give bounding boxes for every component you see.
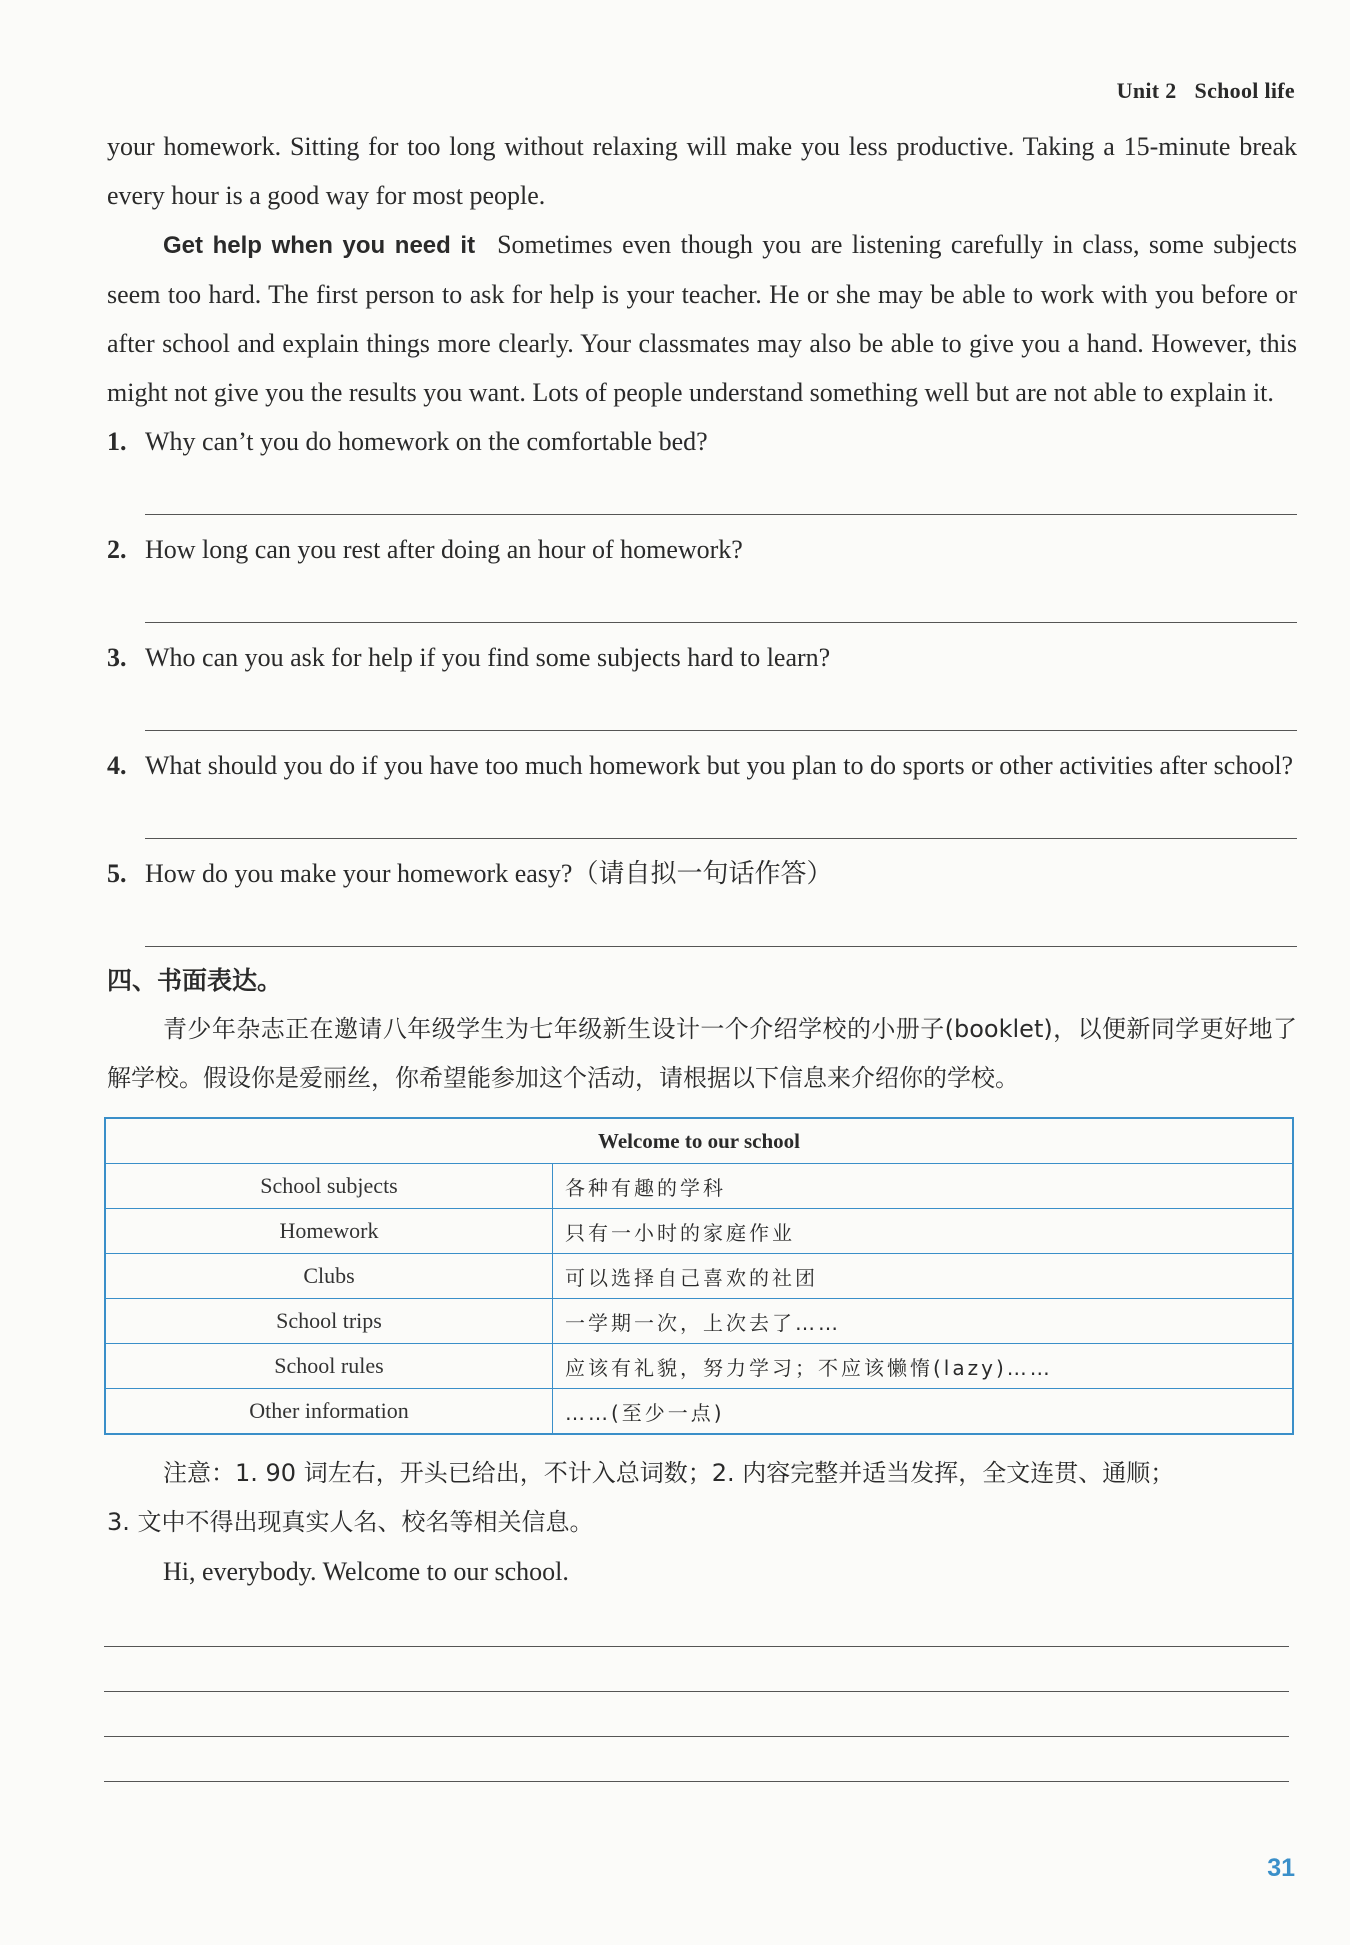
notes-line-2: 3. 文中不得出现真实人名、校名等相关信息。	[107, 1508, 594, 1536]
help-heading: Get help when you need it	[163, 232, 476, 259]
passage-continuation: your homework. Sitting for too long without relaxing will make you less productive. Taking a 15-minute break every hour is a good way for most people.	[107, 132, 1297, 210]
question-3: 3. Who can you ask for help if you find some subjects hard to learn?	[107, 643, 831, 672]
question-2: 2. How long can you rest after doing an hour of homework?	[107, 535, 743, 564]
section-title-writing: 四、书面表达。	[107, 966, 283, 995]
notes-line-1: 注意：1. 90 词左右，开头已给出，不计入总词数；2. 内容完整并适当发挥，全文连贯、通顺；	[163, 1459, 1175, 1487]
writing-line-4[interactable]	[104, 1781, 1289, 1782]
writing-task: 青少年杂志正在邀请八年级学生为七年级新生设计一个介绍学校的小册子(booklet)，以便新同学更好地了解学校。假设你是爱丽丝，你希望能参加这个活动，请根据以下信息来介绍你的学校。	[107, 1015, 1297, 1092]
table-row: School trips 一学期一次，上次去了……	[105, 1299, 1293, 1344]
writing-starter: Hi, everybody. Welcome to our school.	[163, 1557, 569, 1586]
table-title: Welcome to our school	[105, 1118, 1293, 1164]
question-list	[107, 417, 1297, 947]
unit-title: School life	[1194, 78, 1295, 103]
table-row: Clubs 可以选择自己喜欢的社团	[105, 1254, 1293, 1299]
writing-line-2[interactable]	[104, 1691, 1289, 1692]
table-row: Homework 只有一小时的家庭作业	[105, 1209, 1293, 1254]
running-header	[1117, 78, 1295, 104]
help-text: Sometimes even though you are listening carefully in class, some subjects seem too hard. The first person to ask for help is your teacher. He or she may be able to work with you before or after school and explain things more clearly. Your classmates may also be able to give you a hand. However, this might not give you the results you want. Lots of people understand something well but are not able to explain it.	[107, 230, 1297, 407]
table-row: Other information ……(至少一点)	[105, 1389, 1293, 1435]
table-row: School rules 应该有礼貌，努力学习；不应该懒惰(lazy)……	[105, 1344, 1293, 1389]
answer-line-3[interactable]	[145, 730, 1297, 731]
school-info-table	[104, 1117, 1294, 1435]
writing-lines	[107, 1646, 1297, 1782]
question-item	[107, 741, 1297, 839]
question-item	[107, 849, 1297, 947]
answer-line-4[interactable]	[145, 838, 1297, 839]
table-row: School subjects 各种有趣的学科	[105, 1164, 1293, 1209]
writing-line-1[interactable]	[104, 1646, 1289, 1647]
passage-help-paragraph	[107, 220, 1297, 417]
question-5: 5. How do you make your homework easy?（请自拟一句话作答）	[107, 859, 833, 888]
question-4: 4. What should you do if you have too much homework but you plan to do sports or other activities after school?	[107, 751, 1294, 780]
unit-label: Unit 2	[1116, 78, 1177, 103]
question-item	[107, 525, 1297, 623]
answer-line-1[interactable]	[145, 514, 1297, 515]
writing-notes	[107, 1449, 1297, 1547]
page-content	[107, 122, 1297, 1782]
writing-line-3[interactable]	[104, 1736, 1289, 1737]
question-item	[107, 417, 1297, 515]
page-number: 31	[1267, 1854, 1295, 1882]
question-item	[107, 633, 1297, 731]
answer-line-2[interactable]	[145, 622, 1297, 623]
answer-line-5[interactable]	[145, 946, 1297, 947]
question-1: 1. Why can’t you do homework on the comfortable bed?	[107, 427, 708, 456]
